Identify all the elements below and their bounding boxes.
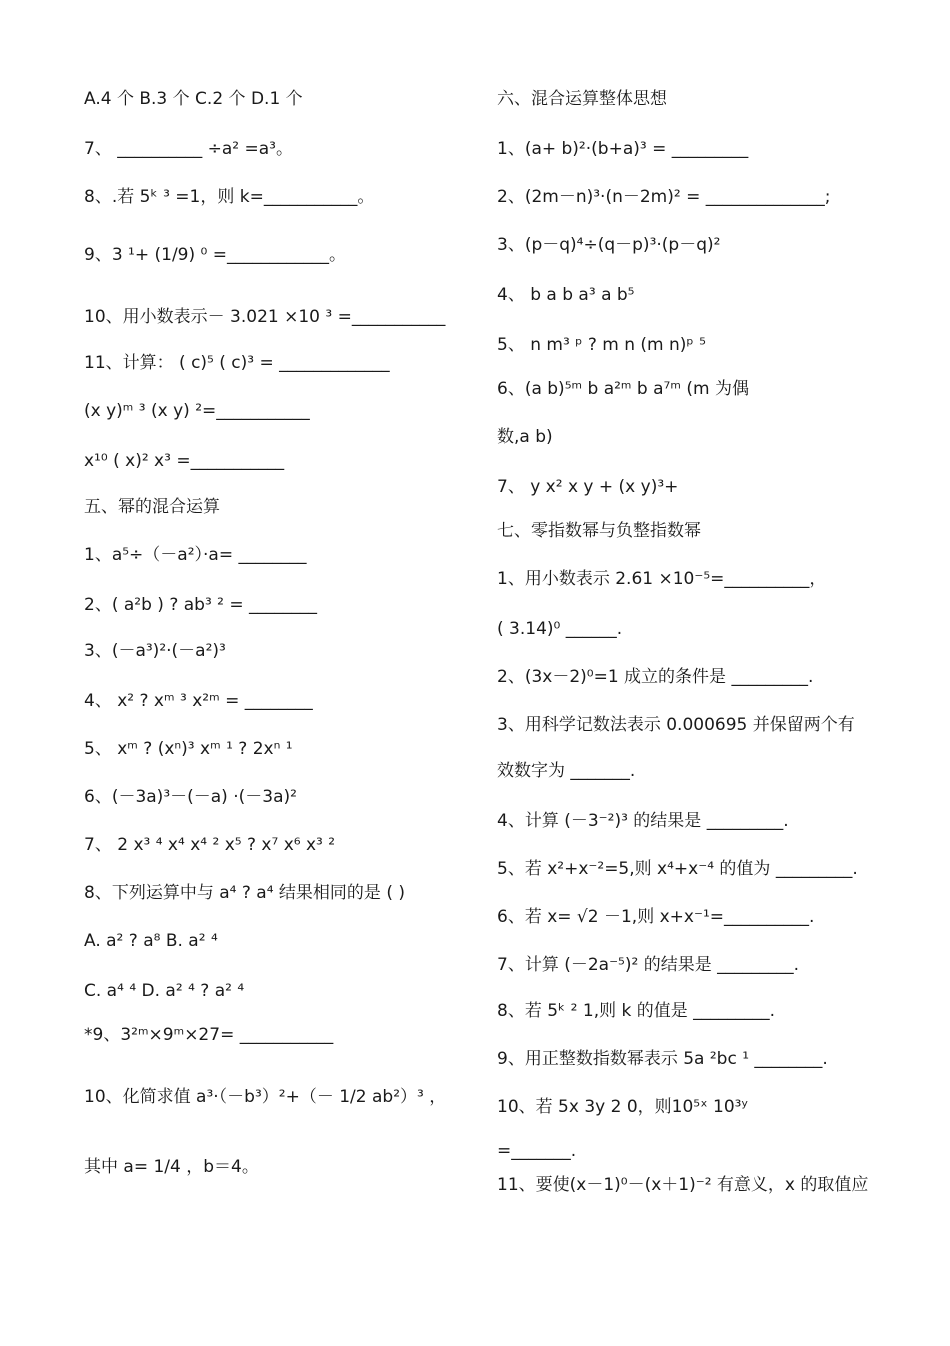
left-column-line: 8、.若 5ᵏ ³ =1，则 k=___________。 — [84, 187, 375, 207]
left-column-line: 3、(－a³)²·(－a²)³ — [84, 641, 226, 661]
right-column-line: 六、混合运算整体思想 — [497, 89, 667, 109]
right-column-line: ( 3.14)⁰ ______. — [497, 619, 623, 639]
right-column-line: 4、 b a b a³ a b⁵ — [497, 285, 635, 305]
left-column-line: *9、3²ᵐ×9ᵐ×27= ___________ — [84, 1025, 334, 1045]
left-column-line: (x y)ᵐ ³ (x y) ²=___________ — [84, 401, 310, 421]
right-column-line: 2、(3x－2)⁰=1 成立的条件是 _________. — [497, 667, 814, 687]
right-column-line: 7、计算 (－2a⁻⁵)² 的结果是 _________. — [497, 955, 800, 975]
right-column-line: 11、要使(x－1)⁰－(x＋1)⁻² 有意义，x 的取值应 — [497, 1175, 869, 1195]
right-column-line: 4、计算 (－3⁻²)³ 的结果是 _________. — [497, 811, 789, 831]
right-column-line: 效数字为 _______. — [497, 761, 636, 781]
left-column-line: x¹⁰ ( x)² x³ =___________ — [84, 451, 285, 471]
right-column-line: 数,a b) — [497, 427, 553, 447]
left-column-line: 10、化简求值 a³·（－b³）²+（－ 1/2 ab²）³ ， — [84, 1087, 447, 1107]
right-column-line: 七、零指数幂与负整指数幂 — [497, 521, 701, 541]
right-column-line: 6、若 x= √2 －1,则 x+x⁻¹=__________. — [497, 907, 815, 927]
right-column-line: 6、(a b)⁵ᵐ b a²ᵐ b a⁷ᵐ (m 为偶 — [497, 379, 749, 399]
left-column-line: 2、( a²b ) ? ab³ ² = ________ — [84, 595, 318, 615]
left-column-line: 其中 a= 1/4 ，b＝4。 — [84, 1157, 259, 1177]
right-column-line: 8、若 5ᵏ ² 1,则 k 的值是 _________. — [497, 1001, 776, 1021]
left-column-line: 1、a⁵÷（－a²）·a= ________ — [84, 545, 307, 565]
left-column-line: 11、计算： ( c)⁵ ( c)³ = _____________ — [84, 353, 390, 373]
right-column-line: 5、 n m³ ᵖ ? m n (m n)ᵖ ⁵ — [497, 335, 706, 355]
left-column-line: 8、下列运算中与 a⁴ ? a⁴ 结果相同的是 ( ) — [84, 883, 405, 903]
left-column-line: 4、 x² ? xᵐ ³ x²ᵐ = ________ — [84, 691, 313, 711]
left-column-line: 10、用小数表示－ 3.021 ×10 ³ =___________ — [84, 307, 446, 327]
right-column-line: 1、(a+ b)²·(b+a)³ = _________ — [497, 139, 749, 159]
right-column-line: =_______. — [497, 1141, 577, 1161]
right-column-line: 3、用科学记数法表示 0.000695 并保留两个有 — [497, 715, 855, 735]
left-column-line: 7、 2 x³ ⁴ x⁴ x⁴ ² x⁵ ? x⁷ x⁶ x³ ² — [84, 835, 336, 855]
right-column-line: 10、若 5x 3y 2 0，则10⁵ˣ 10³ʸ — [497, 1097, 748, 1117]
left-column-line: C. a⁴ ⁴ D. a² ⁴ ? a² ⁴ — [84, 981, 245, 1001]
left-column-line: 6、(－3a)³－(－a) ·(－3a)² — [84, 787, 297, 807]
left-column-line: A. a² ? a⁸ B. a² ⁴ — [84, 931, 218, 951]
right-column-line: 3、(p－q)⁴÷(q－p)³·(p－q)² — [497, 235, 721, 255]
left-column-line: A.4 个 B.3 个 C.2 个 D.1 个 — [84, 89, 303, 109]
left-column-line: 9、3 ¹+ (1/9) ⁰ =____________。 — [84, 245, 346, 265]
right-column-line: 1、用小数表示 2.61 ×10⁻⁵=__________， — [497, 569, 827, 589]
right-column-line: 9、用正整数指数幂表示 5a ²bc ¹ ________. — [497, 1049, 828, 1069]
left-column-line: 五、幂的混合运算 — [84, 497, 220, 517]
right-column-line: 7、 y x² x y + (x y)³+ — [497, 477, 679, 497]
left-column-line: 7、 __________ ÷a² =a³。 — [84, 139, 293, 159]
right-column-line: 5、若 x²+x⁻²=5,则 x⁴+x⁻⁴ 的值为 _________. — [497, 859, 858, 879]
right-column-line: 2、(2m－n)³·(n－2m)² = ______________; — [497, 187, 831, 207]
left-column-line: 5、 xᵐ ? (xⁿ)³ xᵐ ¹ ? 2xⁿ ¹ — [84, 739, 293, 759]
